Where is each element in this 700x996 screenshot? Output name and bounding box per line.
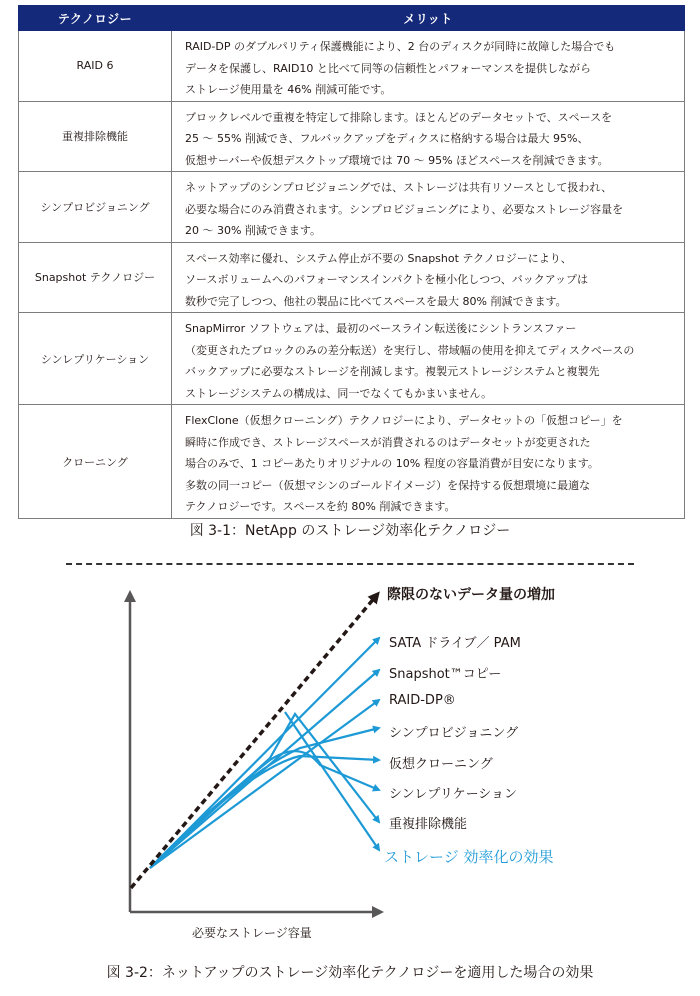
arrow-label-raid-dp: RAID-DP® bbox=[389, 693, 456, 708]
data-growth-label: 際限のないデータ量の増加 bbox=[387, 587, 555, 603]
header-merit: メリット bbox=[172, 6, 685, 31]
description-line: 25 ～ 55% 削減でき、フルバックアップをディクスに格納する場合は最大 95%、 bbox=[185, 132, 589, 145]
arrow-label-thin-provisioning: シンプロビジョニング bbox=[389, 726, 519, 741]
description-line: 多数の同一コピー（仮想マシンのゴールドイメージ）を保持する仮想環境に最適な bbox=[185, 478, 591, 492]
arrow-virtual-cloning bbox=[150, 756, 379, 868]
x-axis-label: 必要なストレージ容量 bbox=[192, 926, 312, 940]
description-line: 仮想サーバーや仮想デスクトップ環境では 70 ～ 95% ほどスペースを削減できます。 bbox=[185, 153, 609, 167]
description-line: バックアップに必要なストレージを削減します。複製元ストレージシステムと複製先 bbox=[185, 365, 600, 378]
arrow-label-sata: SATA ドライブ／ PAM bbox=[389, 636, 521, 651]
arrow-label-thin-replication: シンレプリケーション bbox=[389, 787, 518, 802]
description-line: （変更されたブロックのみの差分転送）を実行し、帯域幅の使用を抑えてディスクベースの bbox=[185, 343, 635, 357]
description-line: RAID-DP のダブルパリティ保護機能により、2 台のディスクが同時に故障した場合でも bbox=[185, 40, 616, 53]
description-line: ブロックレベルで重複を特定して排除します。ほとんどのデータセットで、スペースを bbox=[185, 110, 613, 124]
description-line: ストレージ使用量を 46% 削減可能です。 bbox=[185, 83, 392, 96]
description-line: FlexClone（仮想クローニング）テクノロジーにより、データセットの「仮想コピー」を bbox=[185, 414, 623, 427]
description-line: スペース効率に優れ、システム停止が不要の Snapshot テクノロジーにより、 bbox=[185, 251, 572, 265]
description-line: テクノロジーです。スペースを約 80% 削減できます。 bbox=[185, 500, 456, 513]
arrow-label-snapshot: Snapshot™コピー bbox=[389, 667, 502, 682]
efficiency-effect-label: ストレージ 効率化の効果 bbox=[384, 848, 554, 866]
description-line: ソースボリュームへのパフォーマンスインパクトを極小化しつつ、バックアップは bbox=[185, 273, 589, 286]
description-line: 瞬時に作成でき、ストレージスペースが消費されるのはデータセットが変更された bbox=[185, 435, 591, 449]
description-line: データを保護し、RAID10 と比べて同等の信頼性とパフォーマンスを提供しながら bbox=[185, 61, 592, 75]
description-line: ストレージシステムの構成は、同一でなくてもかまいません。 bbox=[185, 386, 493, 400]
description-line: SnapMirror ソフトウェアは、最初のベースライン転送後にシントランスファー bbox=[185, 322, 577, 335]
table-caption: 図 3-1：NetApp のストレージ効率化テクノロジー bbox=[189, 523, 511, 539]
tech-name: Snapshot テクノロジー bbox=[19, 242, 172, 313]
tech-name: シンレプリケーション bbox=[19, 313, 172, 405]
data-growth-arrow bbox=[131, 596, 376, 888]
arrow-label-deduplication: 重複排除機能 bbox=[389, 817, 468, 832]
description-line: ネットアップのシンプロビジョニングでは、ストレージは共有リソースとして扱われ、 bbox=[185, 181, 613, 194]
description-line: 場合のみで、1 コピーあたりオリジナルの 10% 程度の容量消費が目安になります。 bbox=[185, 457, 599, 470]
tech-name: 重複排除機能 bbox=[19, 101, 172, 172]
tech-name: RAID 6 bbox=[19, 31, 172, 102]
arrow-label-virtual-cloning: 仮想クローニング bbox=[389, 757, 493, 772]
description-line: 必要な場合にのみ消費されます。シンプロビジョニングにより、必要なストレージ容量を bbox=[185, 202, 624, 216]
tech-name: シンプロビジョニング bbox=[19, 172, 172, 243]
header-technology: テクノロジー bbox=[19, 6, 172, 31]
description-line: 20 ～ 30% 削減できます。 bbox=[185, 224, 322, 237]
figure-caption: 図 3-2：ネットアップのストレージ効率化テクノロジーを適用した場合の効果 bbox=[106, 965, 594, 981]
tech-name: クローニング bbox=[19, 405, 172, 519]
arrow-raid-dp bbox=[150, 700, 379, 868]
description-line: 数秒で完了しつつ、他社の製品に比べてスペースを最大 80% 削減できます。 bbox=[185, 294, 567, 308]
